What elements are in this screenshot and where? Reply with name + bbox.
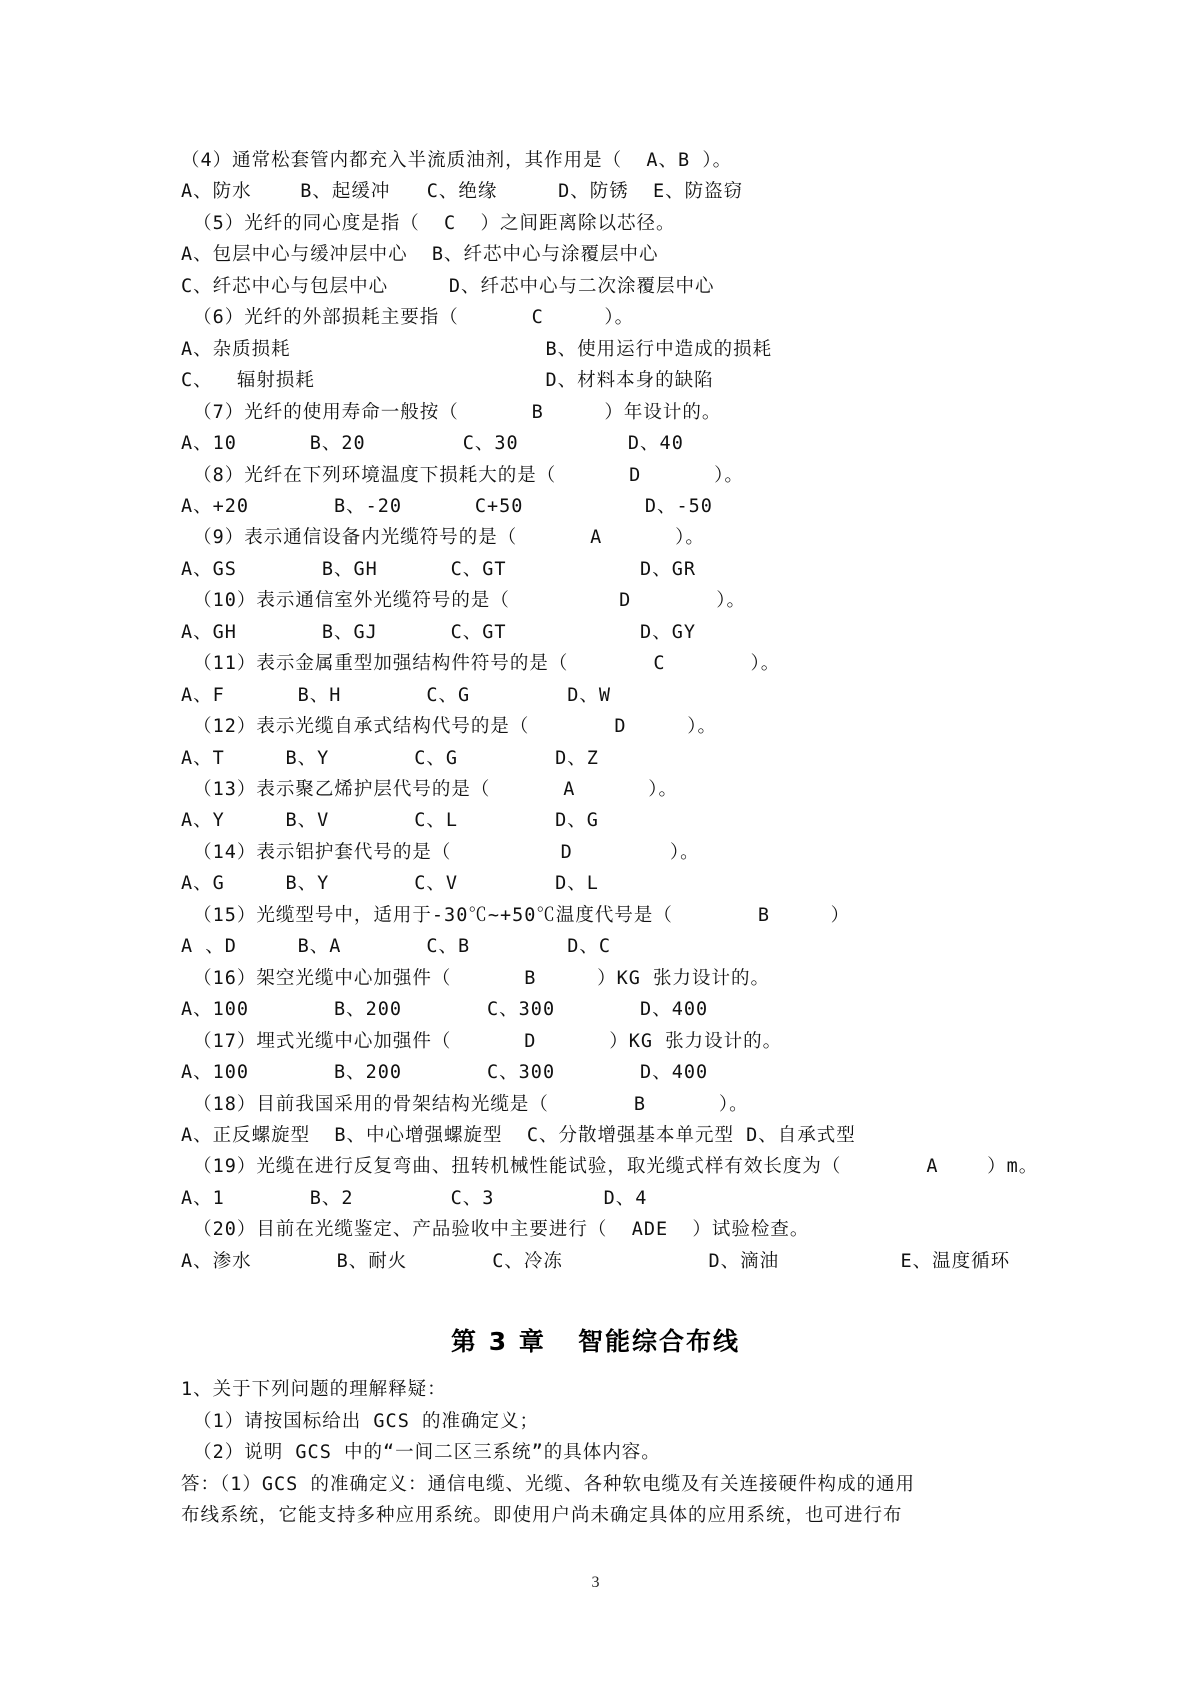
text-line: A、渗水 B、耐火 C、冷冻 D、滴油 E、温度循环 xyxy=(181,1250,1011,1272)
text-line: 布线系统，它能支持多种应用系统。即使用户尚未确定具体的应用系统，也可进行布 xyxy=(181,1505,903,1526)
text-line: A 、D B、A C、B D、C xyxy=(181,936,612,958)
text-line: （2）说明 GCS 中的“一间二区三系统”的具体内容。 xyxy=(181,1442,661,1463)
text-line: A、F B、H C、G D、W xyxy=(181,684,612,706)
text-line: （8）光纤在下列环境温度下损耗大的是（ D ）。 xyxy=(181,464,744,486)
text-line: A、正反螺旋型 B、中心增强螺旋型 C、分散增强基本单元型 D、自承式型 xyxy=(181,1124,856,1146)
text-line: C、 辐射损耗 D、材料本身的缺陷 xyxy=(181,370,714,392)
chapter-title: 第 3 章 智能综合布线 xyxy=(451,1327,740,1356)
text-line: A、GH B、GJ C、GT D、GY xyxy=(181,621,696,643)
text-line: （1）请按国标给出 GCS 的准确定义； xyxy=(181,1410,539,1432)
text-line: A、100 B、200 C、300 D、400 xyxy=(181,999,709,1021)
text-line: A、GS B、GH C、GT D、GR xyxy=(181,558,696,580)
text-line: A、G B、Y C、V D、L xyxy=(181,873,599,895)
text-line: （19）光缆在进行反复弯曲、扭转机械性能试验，取光缆式样有效长度为（ A ）m。 xyxy=(181,1156,1039,1178)
text-line: C、纤芯中心与包层中心 D、纤芯中心与二次涂覆层中心 xyxy=(181,275,715,297)
page-number: 3 xyxy=(591,1574,600,1591)
text-line: A、杂质损耗 B、使用运行中造成的损耗 xyxy=(181,338,773,360)
text-line: 1、关于下列问题的理解释疑： xyxy=(181,1379,447,1400)
text-line: （11）表示金属重型加强结构件符号的是（ C ）。 xyxy=(181,653,781,675)
text-line: （18）目前我国采用的骨架结构光缆是（ B ）。 xyxy=(181,1093,749,1115)
text-line: A、1 B、2 C、3 D、4 xyxy=(181,1187,648,1209)
text-line: A、防水 B、起缓冲 C、绝缘 D、防锈 E、防盗窃 xyxy=(181,181,744,203)
text-line: （15）光缆型号中，适用于-30℃~+50℃温度代号是（ B ） xyxy=(181,904,851,926)
text-line: （6）光纤的外部损耗主要指（ C ）。 xyxy=(181,307,635,329)
text-line: （17）埋式光缆中心加强件（ D ）KG 张力设计的。 xyxy=(181,1030,783,1052)
text-line: A、T B、Y C、G D、Z xyxy=(181,747,599,769)
text-line: （14）表示铝护套代号的是（ D ）。 xyxy=(181,841,700,863)
text-line: （5）光纤的同心度是指（ C ）之间距离除以芯径。 xyxy=(181,212,676,234)
text-line: A、100 B、200 C、300 D、400 xyxy=(181,1062,709,1084)
text-line: （10）表示通信室外光缆符号的是（ D ）。 xyxy=(181,590,747,612)
text-line: A、10 B、20 C、30 D、40 xyxy=(181,433,684,455)
text-line: （7）光纤的使用寿命一般按（ B ）年设计的。 xyxy=(181,401,722,423)
text-line: （20）目前在光缆鉴定、产品验收中主要进行（ ADE ）试验检查。 xyxy=(181,1219,810,1241)
text-line: （16）架空光缆中心加强件（ B ）KG 张力设计的。 xyxy=(181,967,770,989)
text-line: A、+20 B、-20 C+50 D、-50 xyxy=(181,495,713,517)
text-line: A、包层中心与缓冲层中心 B、纤芯中心与涂覆层中心 xyxy=(181,244,659,266)
text-line: （12）表示光缆自承式结构代号的是（ D ）。 xyxy=(181,716,717,738)
text-line: （4）通常松套管内都充入半流质油剂，其作用是（ A、B ）。 xyxy=(181,150,733,171)
text-line: A、Y B、V C、L D、G xyxy=(181,810,599,832)
text-line: （9）表示通信设备内光缆符号的是（ A ）。 xyxy=(181,527,705,549)
text-line: （13）表示聚乙烯护层代号的是（ A ）。 xyxy=(181,779,678,800)
text-line: 答：（1）GCS 的准确定义：通信电缆、光缆、各种软电缆及有关连接硬件构成的通用 xyxy=(181,1473,915,1495)
